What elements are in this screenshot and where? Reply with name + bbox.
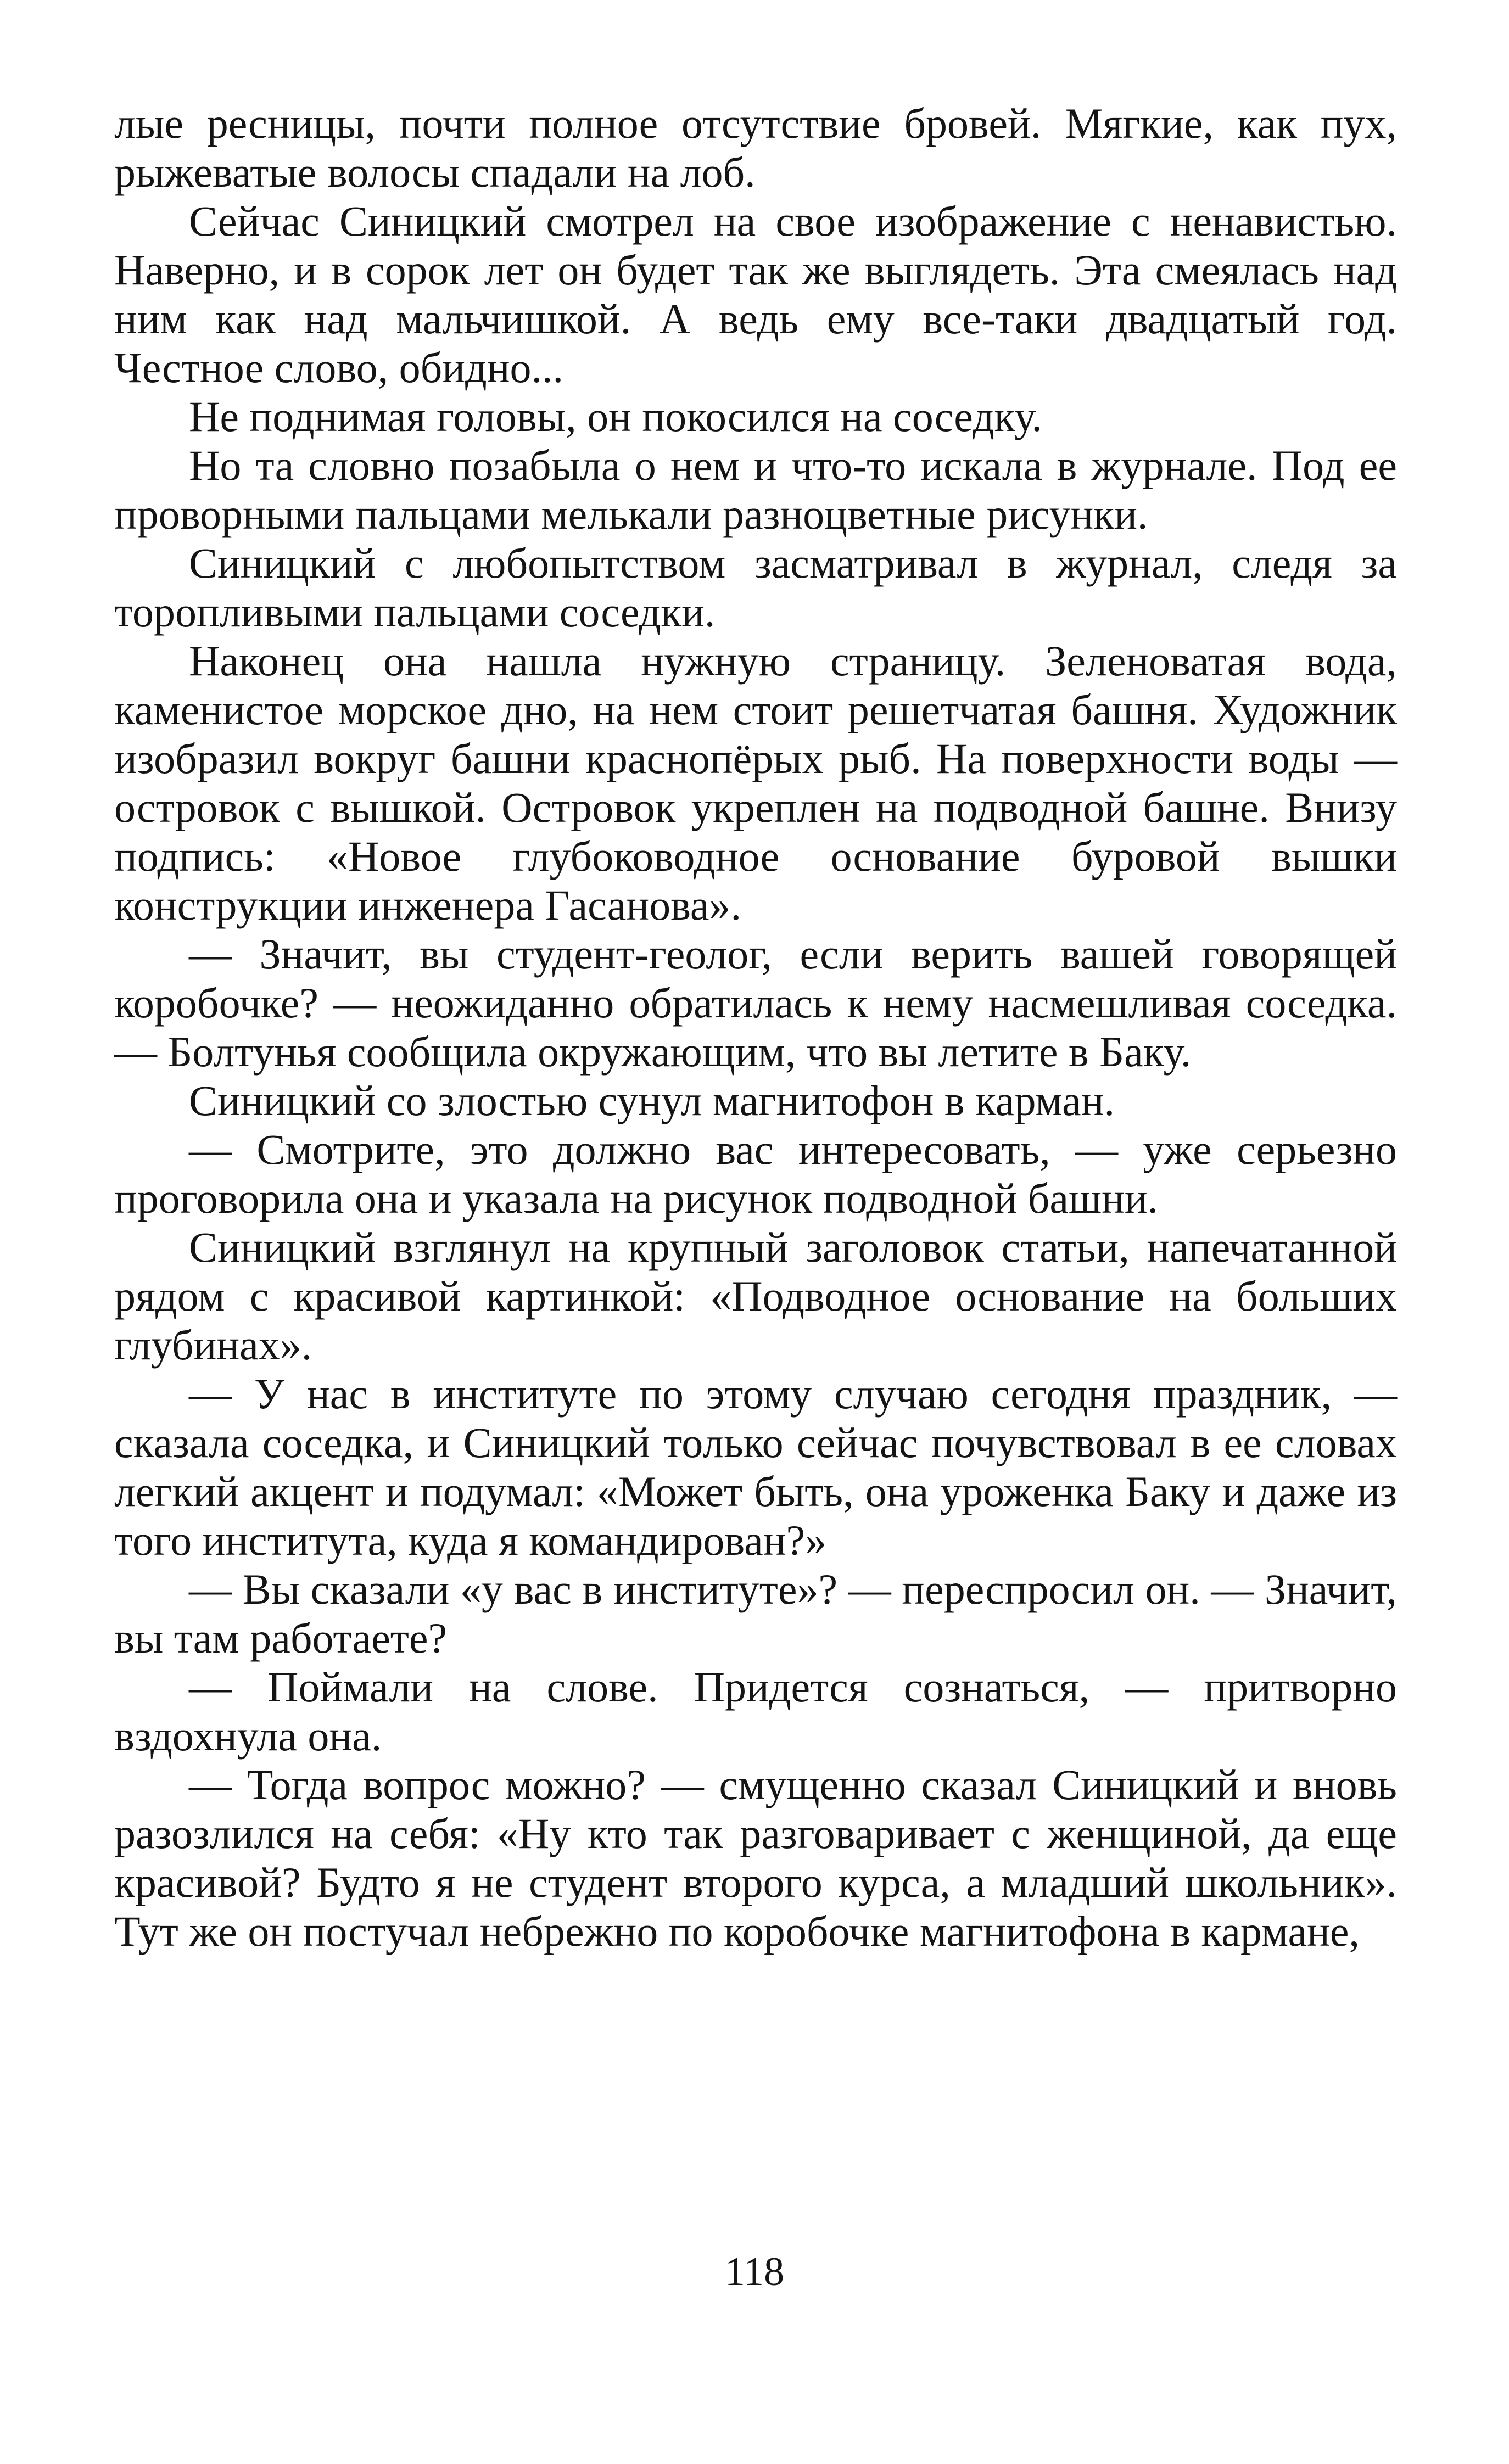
paragraph: Не поднимая головы, он покосился на соседку. (189, 393, 1043, 440)
paragraph: Наконец она нашла нужную страницу. Зеленоватая вода, каменистое морское дно, на нем стоит решетчатая башня. Художник изобразил вокруг башни краснопёрых рыб. На поверхности воды — островок с вышкой. Островок укреплен на подводной башне. Внизу подпись: «Новое глубоководное основание буровой вышки конструкции инженера Гасанова». (114, 637, 1397, 929)
paragraph: Синицкий со злостью сунул магнитофон в карман. (189, 1077, 1115, 1124)
paragraph: — У нас в институте по этому случаю сегодня праздник, — сказала соседка, и Синицкий только сейчас почувствовал в ее словах легкий акцент и подумал: «Может быть, она уроженка Баку и даже из того института, куда я командирован?» (114, 1370, 1397, 1564)
paragraph: — Значит, вы студент-геолог, если верить вашей говорящей коробочке? — неожиданно обратилась к нему насмешливая соседка. — Болтунья сообщила окружающим, что вы летите в Баку. (114, 930, 1397, 1076)
page-number: 118 (724, 2249, 785, 2294)
paragraph: — Тогда вопрос можно? — смущенно сказал Синицкий и вновь разозлился на себя: «Ну кто так разговаривает с женщиной, да еще красивой? Будто я не студент второго курса, а младший школьник». Тут же он постучал небрежно по коробочке магнитофона в кармане, (114, 1761, 1397, 1955)
paragraph: — Смотрите, это должно вас интересовать, — уже серьезно проговорила она и указала на рисунок подводной башни. (114, 1125, 1397, 1222)
paragraph: — Поймали на слове. Придется сознаться, — притворно вздохнула она. (114, 1663, 1397, 1760)
page-text (114, 99, 1397, 1956)
paragraph: Синицкий взглянул на крупный заголовок статьи, напечатанной рядом с красивой картинкой: «Подводное основание на больших глубинах». (114, 1223, 1397, 1369)
paragraph-continuation: лые ресницы, почти полное отсутствие бровей. Мягкие, как пух, рыжеватые волосы спадали на лоб. (114, 99, 1397, 196)
paragraph: Сейчас Синицкий смотрел на свое изображение с ненавистью. Наверно, и в сорок лет он будет так же выглядеть. Эта смеялась над ним как над мальчишкой. А ведь ему все-таки двадцатый год. Честное слово, обидно... (114, 197, 1397, 391)
paragraph: Синицкий с любопытством засматривал в журнал, следя за торопливыми пальцами соседки. (114, 539, 1397, 636)
paragraph: Но та словно позабыла о нем и что-то искала в журнале. Под ее проворными пальцами мелькали разноцветные рисунки. (114, 441, 1397, 538)
paragraph: — Вы сказали «у вас в институте»? — переспросил он. — Значит, вы там работаете? (114, 1565, 1397, 1662)
